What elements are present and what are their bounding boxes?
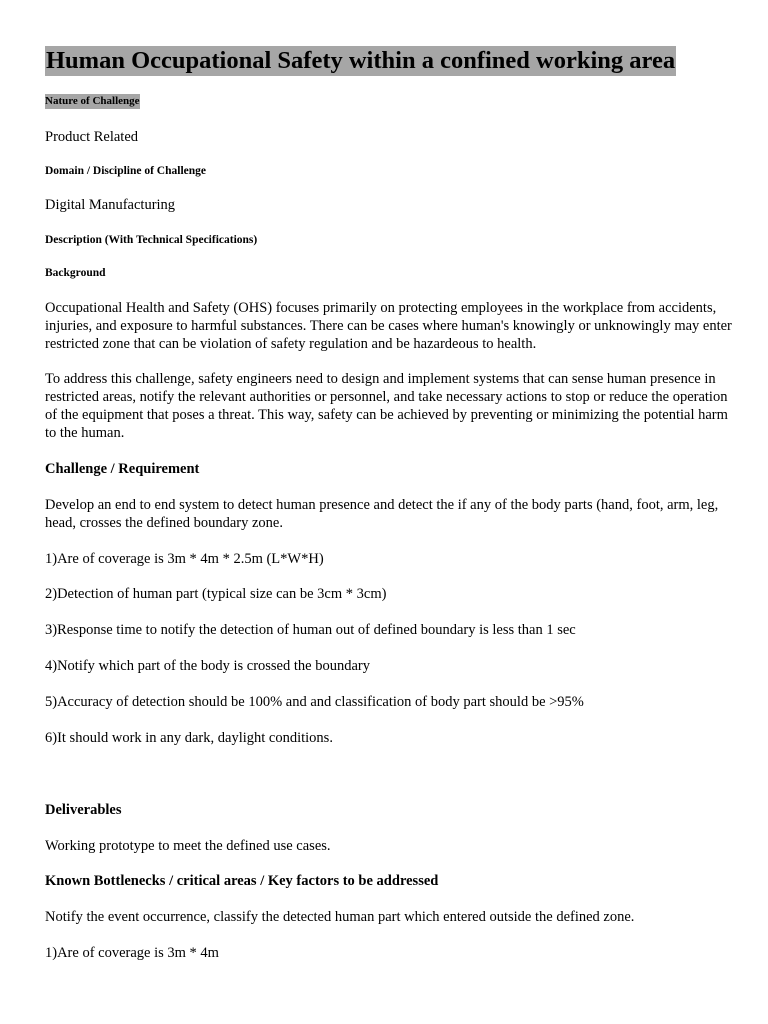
nature-of-challenge-label: Nature of Challenge: [45, 95, 140, 107]
requirement-item: 5)Accuracy of detection should be 100% and and classification of body part should be >95%: [45, 694, 584, 710]
domain-label: Domain / Discipline of Challenge: [45, 165, 207, 177]
domain-value: Digital Manufacturing: [45, 197, 176, 213]
background-paragraph-2: To address this challenge, safety engineers need to design and implement systems that can sense human presence in restricted areas, notify the relevant authorities or personnel, and take necessary actions to stop or reduce the operation of the equipment that poses a threat. This way, safety can be achieved by preventing or minimizing the potential harm to the human.: [45, 371, 728, 441]
challenge-intro: Develop an end to end system to detect human presence and detect the if any of the body parts (hand, foot, arm, leg, head, crosses the defined boundary zone.: [45, 497, 719, 531]
bottleneck-item: 1)Are of coverage is 3m * 4m: [45, 945, 219, 961]
bottlenecks-heading: Known Bottlenecks / critical areas / Key factors to be addressed: [45, 873, 439, 889]
requirement-item: 1)Are of coverage is 3m * 4m * 2.5m (L*W*H): [45, 551, 324, 567]
challenge-heading: Challenge / Requirement: [45, 461, 200, 477]
description-label: Description (With Technical Specifications): [45, 234, 258, 246]
requirement-item: 4)Notify which part of the body is crossed the boundary: [45, 658, 370, 674]
requirement-item: 3)Response time to notify the detection of human out of defined boundary is less than 1 sec: [45, 622, 576, 638]
deliverables-heading: Deliverables: [45, 802, 122, 818]
requirement-item: 6)It should work in any dark, daylight conditions.: [45, 730, 333, 746]
background-label: Background: [45, 267, 106, 279]
bottlenecks-text: Notify the event occurrence, classify the detected human part which entered outside the defined zone.: [45, 909, 635, 925]
document-title: Human Occupational Safety within a confined working area: [46, 47, 676, 74]
deliverables-text: Working prototype to meet the defined use cases.: [45, 838, 331, 854]
background-paragraph-1: Occupational Health and Safety (OHS) focuses primarily on protecting employees in the workplace from accidents, injuries, and exposure to harmful substances. There can be cases where human's knowingly or unknowingly may enter restricted zone that can be violation of safety regulation and be hazardeous to health.: [45, 300, 732, 352]
nature-of-challenge-value: Product Related: [45, 129, 139, 145]
requirement-item: 2)Detection of human part (typical size can be 3cm * 3cm): [45, 586, 387, 602]
